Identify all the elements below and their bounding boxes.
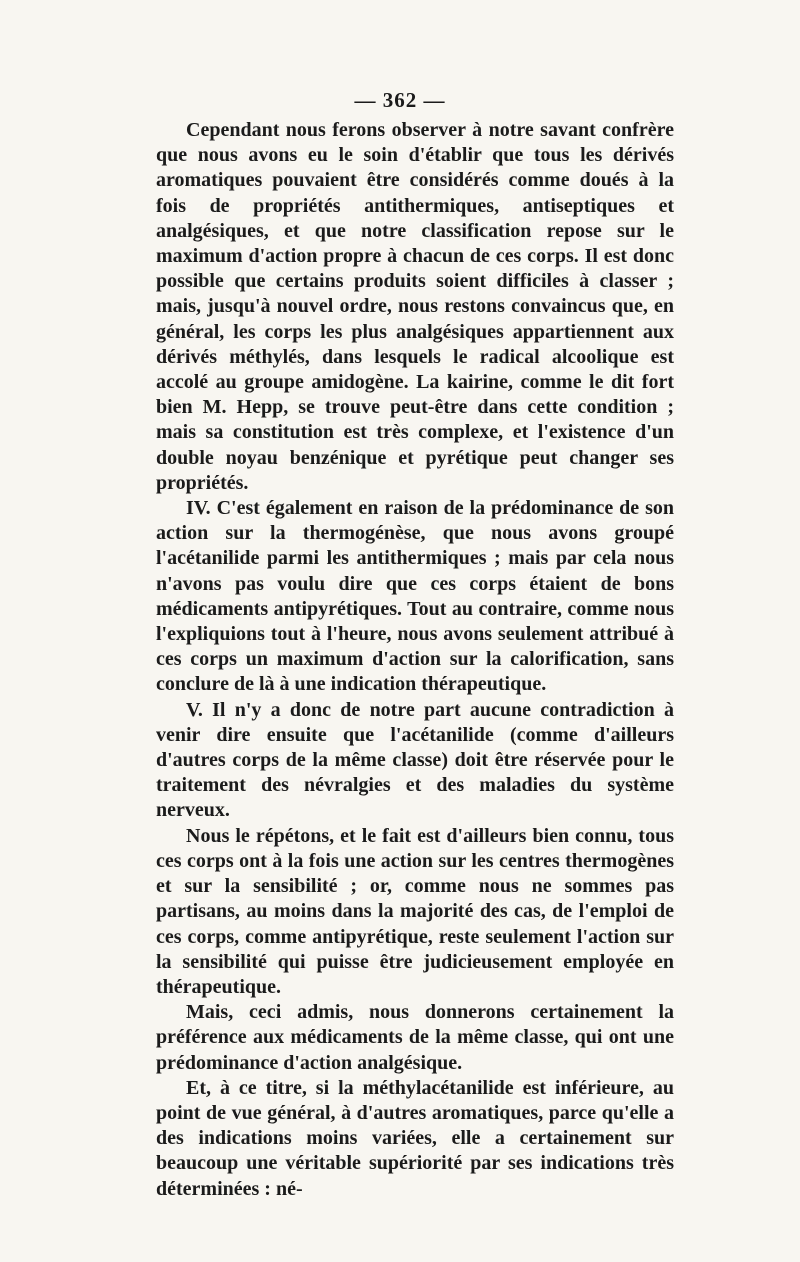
page-number: — 362 — (354, 88, 446, 112)
text-body (156, 118, 674, 1202)
paragraph-4: Nous le répétons, et le fait est d'ailleurs bien connu, tous ces corps ont à la fois une action sur les centres thermogènes et sur la sensibilité ; or, comme nous ne sommes pas partisans, au moins dans la majorité des cas, de l'emploi de ces corps, comme antipyrétique, reste seulement l'action sur la sensibilité qui puisse être judicieusement employée en thérapeutique. (156, 824, 674, 998)
paragraph-5: Mais, ceci admis, nous donnerons certainement la préférence aux médicaments de la même classe, qui ont une prédominance d'action analgésique. (156, 1001, 674, 1074)
paragraph-2-section-iv: IV. C'est également en raison de la prédominance de son action sur la thermogénèse, que nous avons groupé l'acétanilide parmi les antithermiques ; mais par cela nous n'avons pas voulu dire que ces corps étaient de bons médicaments antipyrétiques. Tout au contraire, comme nous l'expliquions tout à l'heure, nous avons seulement attribué à ces corps un maximum d'action sur la calorification, sans conclure de là à une indication thérapeutique. (156, 497, 674, 696)
paragraph-6: Et, à ce titre, si la méthylacétanilide est inférieure, au point de vue général, à d'autres aromatiques, parce qu'elle a des indications moins variées, elle a certainement sur beaucoup une véritable supériorité par ses indications très déterminées : né- (156, 1076, 674, 1200)
paragraph-3-section-v: V. Il n'y a donc de notre part aucune contradiction à venir dire ensuite que l'acétanilide (comme d'ailleurs d'autres corps de la même classe) doit être réservée pour le traitement des névralgies et des maladies du système nerveux. (156, 698, 674, 822)
paragraph-1: Cependant nous ferons observer à notre savant confrère que nous avons eu le soin d'établir que tous les dérivés aromatiques pouvaient être considérés comme doués à la fois de propriétés antithermiques, antiseptiques et analgésiques, et que notre classification repose sur le maximum d'action propre à chacun de ces corps. Il est donc possible que certains produits soient difficiles à classer ; mais, jusqu'à nouvel ordre, nous restons convaincus que, en général, les corps les plus analgésiques appartiennent aux dérivés méthylés, dans lesquels le radical alcoolique est accolé au groupe amidogène. La kairine, comme le dit fort bien M. Hepp, se trouve peut-être dans cette condition ; mais sa constitution est très complexe, et l'existence d'un double noyau benzénique et pyrétique peut changer ses propriétés. (156, 119, 674, 494)
